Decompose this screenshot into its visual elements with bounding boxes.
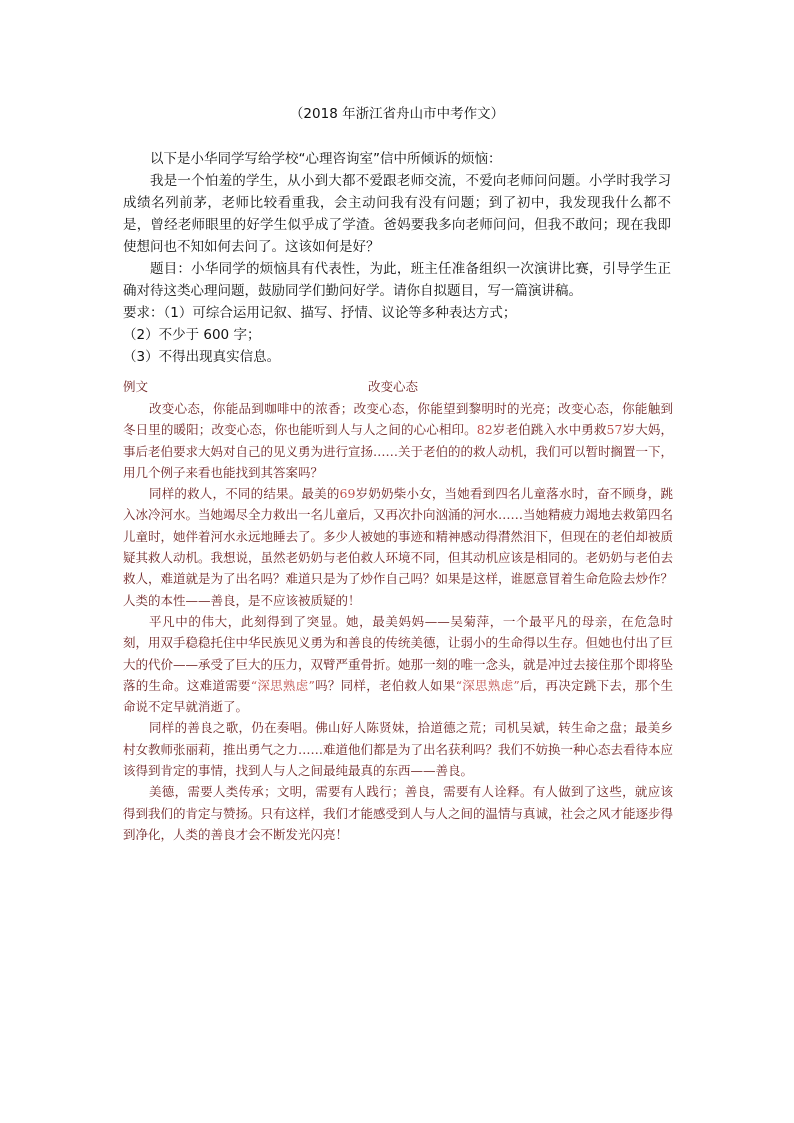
prompt-requirement-2: （2）不少于 600 字； [123,327,261,343]
prompt-intro: 以下是小华同学写给学校“心理咨询室”信中所倾诉的烦恼： [150,151,502,167]
highlighted-number: 69 [339,486,356,502]
prompt-task: 题目：小华同学的烦恼具有代表性，为此，班主任准备组织一次演讲比赛，引导学生正确对待这类心理问题，鼓励同学们勤问好学。请你自拟题目，写一篇演讲稿。 [123,261,671,299]
highlighted-number: 57 [606,422,623,438]
prompt-requirement-1: 要求：（1）可综合运用记叙、描写、抒情、议论等多种表达方式； [123,305,517,321]
essay-text: 岁老伯跳入水中勇救 [492,422,607,438]
essay-text: 吗？同样，老伯救人如果 [314,677,456,693]
essay-title: 改变心态 [368,379,419,394]
prompt-requirement-3: （3）不得出现真实信息。 [123,349,281,365]
essay-header [123,376,673,398]
essay-text: 岁奶奶柴小女，当她看到四名儿童落水时，奋不顾身，跳入冰冷河水。当她竭尽全力救出一名儿童后，又再次扑向汹涌的河水……当她精疲力竭地去救第四名儿童时，她伴着河水永远地睡去了。多少人被她的事迹和精神感动得潸然泪下，但现在的老伯却被质疑其救人动机。我想说，虽然老奶奶与老伯救人环境不同，但其动机应该是相同的。老奶奶与老伯去救人，难道就是为了出名吗？难道只是为了炒作自己吗？如果是这样，谁愿意冒着生命危险去炒作？人类的本性——善良，是不应该被质疑的！ [123,486,674,608]
essay-text: 岁大妈，事后老伯要求大妈对自己的见义勇为进行宣扬……关于老伯的的救人动机，我们可以暂时搁置一下，用几个例子来看也能找到其答案吗？ [123,422,674,480]
exam-source-heading: （2018 年浙江省舟山市中考作文） [289,106,505,122]
prompt-letter: 我是一个怕羞的学生，从小到大都不爱跟老师交流，不爱向老师问问题。小学时我学习成绩名列前茅，老师比较看重我，会主动问我有没有问题；到了初中，我发现我什么都不是，曾经老师眼里的好学生似乎成了学渣。爸妈要我多向老师问问，但我不敢问；现在我即使想问也不知如何去问了。这该如何是好？ [123,173,671,255]
essay-paragraph-3 [123,611,673,717]
essay-paragraph-2 [123,483,673,611]
sample-essay [123,376,673,845]
highlighted-quote: “深思熟虑” [455,677,520,693]
essay-paragraph-1 [123,398,673,483]
essay-paragraph-5: 美德，需要人类传承；文明，需要有人践行；善良，需要有人诠释。有人做到了这些，就应该得到我们的肯定与赞扬。只有这样，我们才能感受到人与人之间的温情与真诚，社会之风才能逐步得到净化，人类的善良才会不断发光闪亮！ [123,784,674,842]
essay-label: 例文 [123,379,149,394]
highlighted-number: 82 [476,422,493,438]
highlighted-quote: “深思熟虑” [250,677,315,693]
essay-prompt [123,148,671,368]
essay-text: 平凡中的伟大，此刻得到了突显。她，最美妈妈——吴菊萍，一个最平凡的母亲，在危急时刻，用双手稳稳托住中华民族见义勇为和善良的传统美德，让弱小的生命得以生存。但她也付出了巨大的代价——承受了巨大的压力，双臂严重骨折。她那一刻的唯一念头，就是冲过去接住那个即将坠落的生命。这难道需要 [123,613,674,693]
essay-text: 后，再决定跳下去，那个生命说不定早就消逝了。 [123,677,673,715]
essay-paragraph-4: 同样的善良之歌，仍在奏唱。佛山好人陈贤妹，拾道德之荒；司机吴斌，转生命之盘；最美乡村女教师张丽莉，推出勇气之力……难道他们都是为了出名获利吗？我们不妨换一种心态去看待本应该得到肯定的事情，找到人与人之间最纯最真的东西——善良。 [123,720,674,779]
essay-text: 同样的救人，不同的结果。最美的 [149,486,340,502]
essay-text: 改变心态，你能品到咖啡中的浓香；改变心态，你能望到黎明时的光亮；改变心态，你能触到冬日里的暖阳；改变心态，你也能听到人与人之间的心心相印。 [123,401,673,438]
